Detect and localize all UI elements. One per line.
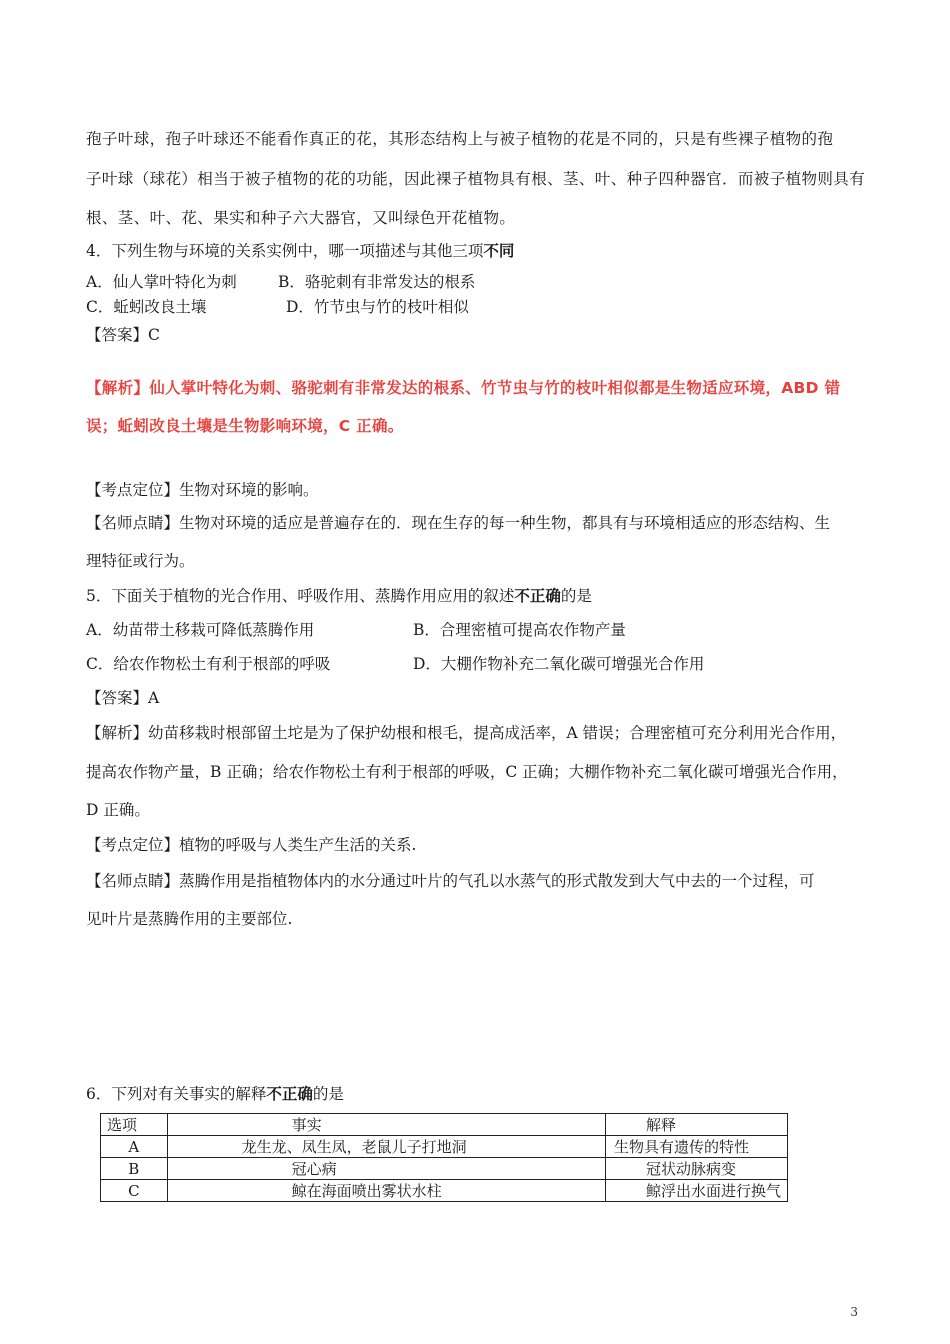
intro-line-2: 子叶球（球花）相当于被子植物的花的功能，因此裸子植物具有根、茎、叶、种子四种器官．而被子植物则具有 (86, 170, 866, 188)
q5-option-c: C．给农作物松土有利于根部的呼吸 (86, 655, 331, 673)
row-a-fact: 龙生龙、凤生凤，老鼠儿子打地洞 (167, 1136, 605, 1158)
q5-stem (86, 585, 880, 607)
header-explanation: 解释 (605, 1114, 787, 1136)
q5-option-b: B．合理密植可提高农作物产量 (413, 621, 626, 639)
table-row (101, 1136, 788, 1158)
row-c-option: C (101, 1180, 168, 1202)
row-a-explanation: 生物具有遗传的特性 (605, 1136, 787, 1158)
table-row (101, 1180, 788, 1202)
q4-option-c: C．蚯蚓改良土壤 (86, 298, 207, 316)
row-a-option: A (101, 1136, 168, 1158)
q5-answer: 【答案】A (86, 689, 160, 707)
q5-option-d: D．大棚作物补充二氧化碳可增强光合作用 (413, 655, 705, 673)
q5-analysis-line-2: 提高农作物产量，B 正确；给农作物松土有利于根部的呼吸，C 正确；大棚作物补充二氧化碳可增强光合作用， (86, 763, 848, 781)
row-b-option: B (101, 1158, 168, 1180)
q4-option-b: B．骆驼刺有非常发达的根系 (278, 273, 476, 291)
q6-stem (86, 1083, 880, 1105)
q6-stem-text: 6．下列对有关事实的解释 (86, 1085, 267, 1103)
page-number: 3 (850, 1305, 858, 1319)
q6-stem-end: 的是 (312, 1085, 344, 1103)
q5-stem-text: 5．下面关于植物的光合作用、呼吸作用、蒸腾作用应用的叙述 (86, 587, 515, 605)
header-fact: 事实 (167, 1114, 605, 1136)
q4-kaodian: 【考点定位】生物对环境的影响。 (86, 481, 319, 499)
q4-option-d: D．竹节虫与竹的枝叶相似 (286, 298, 469, 316)
q4-answer: 【答案】C (86, 326, 160, 344)
q4-option-a: A．仙人掌叶特化为刺 (86, 273, 237, 291)
intro-line-1: 孢子叶球，孢子叶球还不能看作真正的花，其形态结构上与被子植物的花是不同的，只是有些裸子植物的孢 (86, 130, 834, 148)
q5-analysis-line-3: D 正确。 (86, 801, 150, 819)
row-b-fact: 冠心病 (167, 1158, 605, 1180)
q4-stem-bold: 不同 (483, 241, 515, 260)
intro-line-3: 根、茎、叶、花、果实和种子六大器官，又叫绿色开花植物。 (86, 209, 516, 227)
q5-stem-bold: 不正确 (514, 586, 561, 605)
row-b-explanation: 冠状动脉病变 (605, 1158, 787, 1180)
q4-mingshi-line-2: 理特征或行为。 (86, 552, 195, 570)
facts-table (100, 1113, 788, 1202)
q5-kaodian: 【考点定位】植物的呼吸与人类生产生活的关系. (86, 836, 417, 854)
row-c-explanation: 鲸浮出水面进行换气 (605, 1180, 787, 1202)
q5-stem-end: 的是 (560, 587, 592, 605)
q4-mingshi-line-1: 【名师点睛】生物对环境的适应是普遍存在的．现在生存的每一种生物，都具有与环境相适应的形态结构、生 (86, 514, 831, 532)
q5-analysis-line-1: 【解析】幼苗移栽时根部留土坨是为了保护幼根和根毛，提高成活率，A 错误；合理密植可充分利用光合作用， (86, 724, 847, 742)
q4-analysis-line-1: 【解析】仙人掌叶特化为刺、骆驼刺有非常发达的根系、竹节虫与竹的枝叶相似都是生物适应环境，ABD 错 (86, 379, 841, 397)
q5-mingshi-line-1: 【名师点睛】蒸腾作用是指植物体内的水分通过叶片的气孔以水蒸气的形式散发到大气中去的一个过程，可 (86, 872, 815, 890)
row-c-fact: 鲸在海面喷出雾状水柱 (167, 1180, 605, 1202)
q4-analysis-line-2: 误；蚯蚓改良土壤是生物影响环境，C 正确。 (86, 417, 404, 435)
header-option: 选项 (101, 1114, 168, 1136)
table-row (101, 1158, 788, 1180)
q5-option-a: A．幼苗带土移栽可降低蒸腾作用 (86, 621, 315, 639)
q4-stem (86, 240, 880, 262)
q4-stem-text: 4．下列生物与环境的关系实例中，哪一项描述与其他三项 (86, 242, 484, 260)
table-header-row (101, 1114, 788, 1136)
q5-mingshi-line-2: 见叶片是蒸腾作用的主要部位. (86, 910, 293, 928)
q6-stem-bold: 不正确 (266, 1084, 313, 1103)
